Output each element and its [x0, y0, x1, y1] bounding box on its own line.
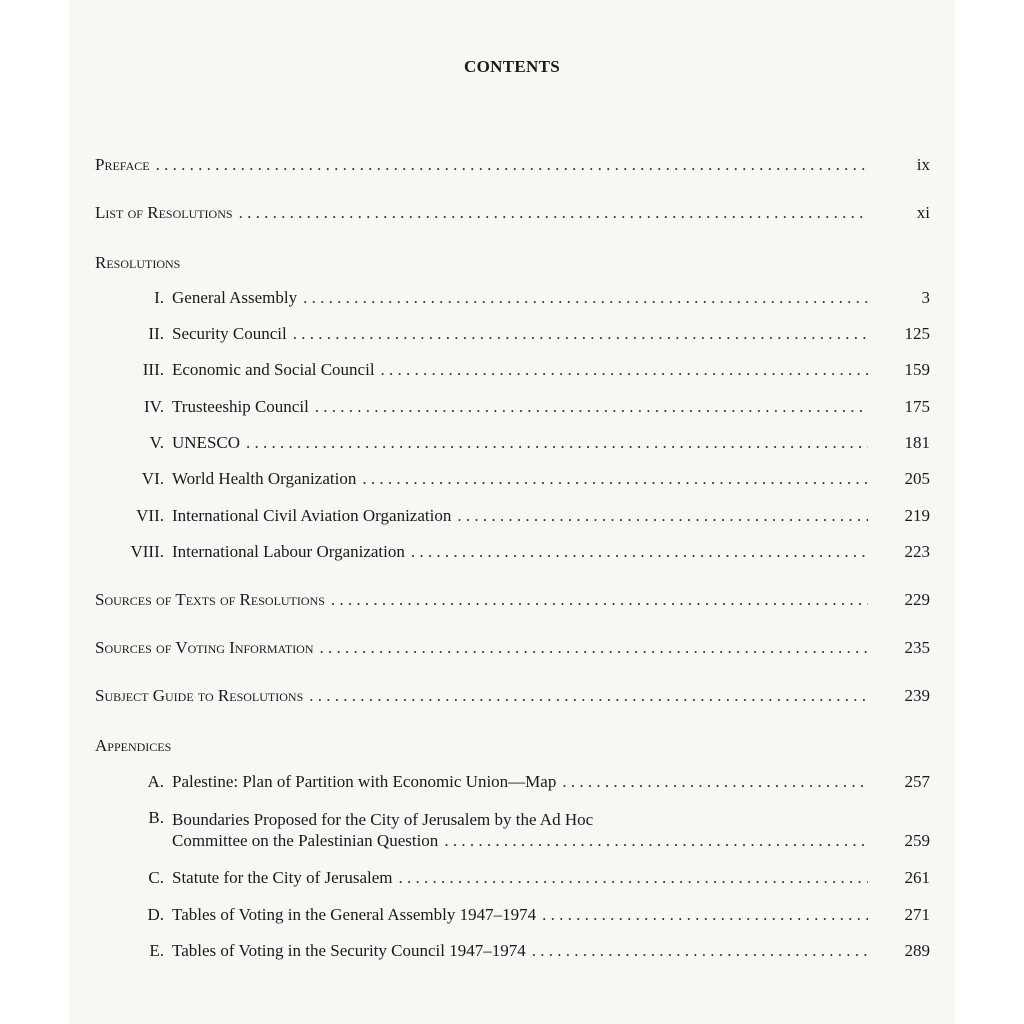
toc-page: 159: [904, 360, 930, 379]
toc-label: Sources of Texts of Resolutions: [95, 590, 325, 609]
dot-leader: [398, 868, 868, 888]
toc-label: International Civil Aviation Organization: [172, 506, 452, 525]
toc-label: Palestine: Plan of Partition with Economic Union—Map: [172, 772, 557, 791]
dot-leader: [315, 397, 868, 417]
contents-title: CONTENTS: [464, 57, 560, 76]
toc-label: Sources of Voting Information: [95, 638, 314, 657]
toc-entry-list-of-resolutions[interactable]: [95, 203, 930, 223]
dot-leader: [362, 469, 868, 489]
toc-entry-resolution[interactable]: [106, 469, 930, 489]
toc-page: ix: [916, 155, 930, 174]
toc-page: xi: [916, 203, 930, 222]
dot-leader: [320, 638, 868, 658]
toc-page: 235: [904, 638, 930, 657]
toc-page: 261: [904, 868, 930, 887]
toc-page: 175: [904, 397, 930, 416]
toc-number: III.: [142, 360, 164, 379]
toc-entry-appendix[interactable]: [106, 868, 930, 888]
toc-label: Committee on the Palestinian Question: [172, 831, 439, 850]
dot-leader: [246, 433, 868, 453]
toc-entry-resolution[interactable]: [106, 360, 930, 380]
toc-number: C.: [148, 868, 164, 887]
toc-page: 219: [904, 506, 930, 525]
toc-entry-appendix[interactable]: [106, 941, 930, 961]
dot-leader: [331, 590, 868, 610]
toc-label: International Labour Organization: [172, 542, 405, 561]
toc-label: General Assembly: [172, 288, 298, 307]
toc-entry-sources-texts[interactable]: [95, 590, 930, 610]
toc-number: V.: [149, 433, 164, 452]
toc-page: 125: [904, 324, 930, 343]
toc-label: Economic and Social Council: [172, 360, 375, 379]
toc-page: 259: [904, 831, 930, 850]
toc-number: B.: [148, 808, 164, 827]
toc-number: D.: [147, 905, 164, 924]
dot-leader: [444, 831, 868, 851]
toc-entry-resolution[interactable]: [106, 506, 930, 526]
toc-number: I.: [154, 288, 164, 307]
toc-number: II.: [148, 324, 164, 343]
dot-leader: [411, 542, 868, 562]
dot-leader: [309, 686, 868, 706]
toc-entry-sources-voting[interactable]: [95, 638, 930, 658]
toc-label: List of Resolutions: [95, 203, 233, 222]
toc-number: A.: [147, 772, 164, 791]
toc-label: Security Council: [172, 324, 287, 343]
toc-entry-resolution[interactable]: [106, 433, 930, 453]
toc-number: VI.: [141, 469, 164, 488]
appendices-heading: Appendices: [95, 736, 172, 755]
toc-entry-preface[interactable]: [95, 155, 930, 175]
toc-label: Statute for the City of Jerusalem: [172, 868, 393, 887]
toc-page: 289: [904, 941, 930, 960]
dot-leader: [303, 288, 868, 308]
toc-label: Tables of Voting in the Security Council 1947–1974: [172, 941, 526, 960]
toc-page: 223: [904, 542, 930, 561]
toc-page: 3: [921, 288, 930, 307]
dot-leader: [542, 905, 868, 925]
dot-leader: [562, 772, 868, 792]
toc-page: 181: [904, 433, 930, 452]
toc-page: 271: [904, 905, 930, 924]
toc-number: E.: [149, 941, 164, 960]
dot-leader: [381, 360, 868, 380]
toc-page: 229: [904, 590, 930, 609]
toc-entry-resolution[interactable]: [106, 397, 930, 417]
toc-page: 257: [904, 772, 930, 791]
toc-number: VII.: [136, 506, 164, 525]
dot-leader: [239, 203, 868, 223]
appendix-b-first-line: Boundaries Proposed for the City of Jerusalem by the Ad Hoc: [172, 810, 594, 829]
toc-label: Preface: [95, 155, 150, 174]
toc-entry-subject-guide[interactable]: [95, 686, 930, 706]
toc-page: 239: [904, 686, 930, 705]
toc-number: VIII.: [130, 542, 164, 561]
toc-label: World Health Organization: [172, 469, 357, 488]
toc-label: Subject Guide to Resolutions: [95, 686, 304, 705]
dot-leader: [156, 155, 868, 175]
toc-entry-appendix[interactable]: [106, 905, 930, 925]
resolutions-heading: Resolutions: [95, 253, 181, 272]
toc-entry-appendix[interactable]: [106, 772, 930, 792]
toc-entry-resolution[interactable]: [106, 542, 930, 562]
dot-leader: [532, 941, 868, 961]
toc-label: UNESCO: [172, 433, 241, 452]
toc-page: 205: [904, 469, 930, 488]
dot-leader: [293, 324, 868, 344]
toc-label: Trusteeship Council: [172, 397, 309, 416]
toc-entry-resolution[interactable]: [106, 288, 930, 308]
toc-entry-resolution[interactable]: [106, 324, 930, 344]
dot-leader: [457, 506, 868, 526]
toc-number: IV.: [144, 397, 164, 416]
toc-label: Tables of Voting in the General Assembly 1947–1974: [172, 905, 537, 924]
